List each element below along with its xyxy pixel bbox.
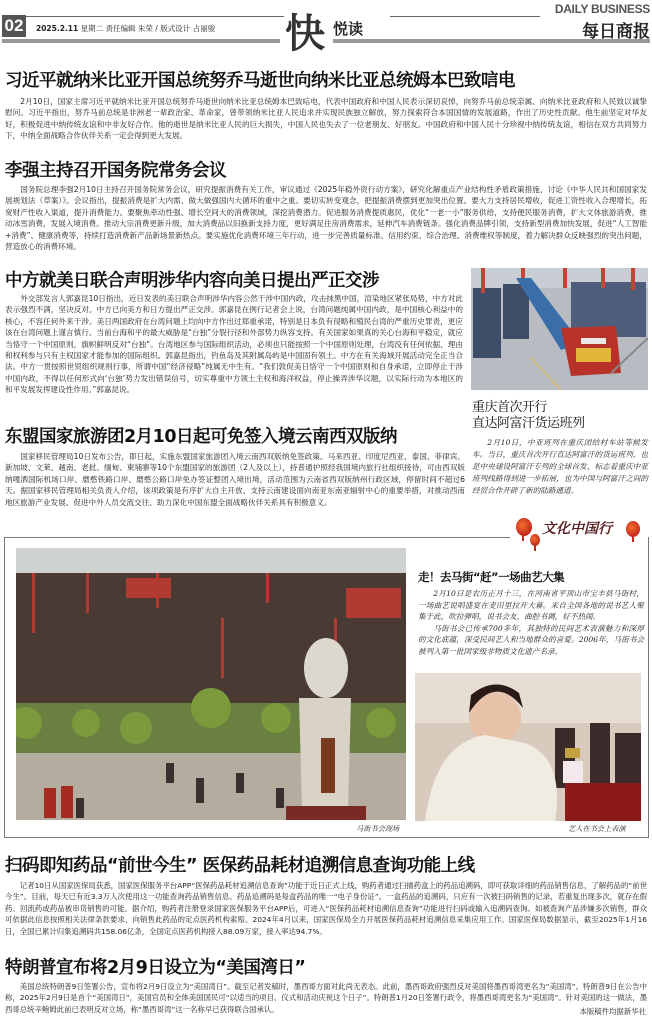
article-body: 2月10日，国家主席习近平就纳米比亚开国总统努乔马逝世向纳米比亚总统姆本巴致唁电，代表中国政府和中国人民表示深切哀悼，向努乔马前总统亲属、向纳米比亚政府和人民致以诚挚慰问。习近平指出，努乔马前总统是非洲老一辈政治家、革命家，曾带领纳米比亚人民追求并实现民族独立解放，努力探索符合本国国情的发展道路，作出了历史性贡献。他生前坚定对华友好，积极促进中纳传统友谊和中非友好合作。他的逝世是纳米比亚人民的巨大损失，中国人民也失去了一位老朋友、好朋友。中国政府和中国人民十分珍视中纳传统友谊，相信在双方共同努力下，中纳全面战略合作伙伴关系一定会得到更大发展。 [5,97,647,141]
paragraph: 2月10日，中亚班列在重庆团结村车站等候发车。当日，重庆首次开行直达阿富汗的货运班列，也是中央建设阿富汗专列的全球首发，标志着重庆中亚班列线路得到进一步拓展，也为中国与阿富汗之间的经贸合作开辟了新的陆路通道。 [472,438,648,495]
title-line: 直达阿富汗货运班列 [472,416,585,431]
feature-frame-top [4,537,510,538]
brand-english: DAILY BUSINESS [554,2,650,16]
article-body: 记者10日从国家医保局获悉，国家医保服务平台APP“医保药品耗材追溯信息查询”功能于近日正式上线，购药者通过扫描药盒上的药品追溯码，即可获取详细的药品销售信息，了解药品的“前世今生”。目前，每天已有近3.3万人次使用这一功能查询药品销售信息。药品追溯码是每盒药品的唯一“电子身份证”。一盒药品的追溯码，只应有一次被扫码销售的记录，若重复出现多次，就存在假药、回流药或药品被串货销售的可能。据介绍，购药者注册登录国家医保服务平台APP后，可进入“医保药品耗材追溯信息查询”功能进行扫码或输入追溯码查询。如被查询产品涉嫌多次销售，群众可依据此信息按照相关法律条款要求，向销售此药品的定点医药机构索赔。2024年4月以来，国家医保局全力开展医保药品耗材追溯信息采集应用工作。国家医保局数据显示，截至2025年1月16日，全国已累计归集追溯码共158.06亿条，全国定点医药机构接入88.09万家，接入率达94.7%。 [5,881,647,936]
source-credit: 本版稿件均据新华社 [573,1006,646,1017]
article-body: 美国总统特朗普9日签署公告，宣布将2月9日设立为“美国湾日”。截至记者发稿时，墨西哥方面对此尚无表态。此前，墨西哥政府强烈反对美国将墨西哥湾更名为“美国湾”。特朗普9日在公告中称，2025年2月9日是首个“美国湾日”，美国官员和全体美国国民可“以适当的项目、仪式和活动庆祝这个日子”。特朗普1月20日签署行政令，将墨西哥湾更名为“美国湾”。针对美国的这一做法，墨西哥总统辛鲍姆此前已表明反对立场，称“墨西哥湾”这一名称早已获得联合国承认。 [5,982,647,1014]
article-title: 习近平就纳米比亚开国总统努乔马逝世向纳米比亚总统姆本巴致唁电 [5,71,515,91]
article-body: 国务院总理李强2月10日主持召开国务院常务会议，研究提振消费有关工作，审议通过《2025年稳外资行动方案》，研究化解重点产业结构性矛盾政策措施，讨论《中华人民共和国国家发展规划法（草案）》。会议指出，提振消费是扩大内需、做大做强国内大循环的重中之重。要切实转变观念，把提振消费摆到更加突出位置。要大力支持居民增收，促进工资性收入合理增长，拓宽财产性收入渠道，提升消费能力。要聚焦牵动性强、增长空间大的消费领域，深挖消费潜力。促进服务消费提质惠民，优化“一老一小”服务供给，支持便民服务消费，扩大文体旅游消费，推动冰雪消费，发展入境消费。推动大宗消费更新升级，加大消费品以旧换新支持力度，更好满足住房消费需求，延伸汽车消费链条。强化消费品牌引领，支持新型消费加快发展，促进“人工智能+消费”、健康消费等，持续打造消费新产品新场景新热点。要实施优化消费环境三年行动，进一步完善质量标准、信用约束、综合治理、消费维权等制度，着力解决群众反映强烈的突出问题，营造放心的消费环境。 [5,185,647,252]
article-title: 走！去马街“赶”一场曲艺大集 [418,570,565,584]
article-body [472,437,648,497]
lantern-icon [516,518,532,536]
performer-photo [415,673,641,821]
article-title: 中方就美日联合声明涉华内容向美日提出严正交涉 [5,271,379,291]
issue-date: 2025.2.11 [36,24,79,33]
brand-chinese: 每日商报 [582,22,650,42]
editor-credit: 责任编辑 朱荣 / 版式设计 占丽骏 [105,24,216,33]
dateline [36,23,215,34]
weekday: 星期二 [80,24,104,33]
article-title: 特朗普宣布将2月9日设立为“美国湾日” [5,958,306,978]
festival-crowd-photo [16,548,406,820]
article-body: 国家移民管理局10日发布公告，即日起，实施东盟国家旅游团入境云南西双版纳免签政策。马来西亚、印度尼西亚、泰国、菲律宾、新加坡、文莱、越南、老挝、缅甸、柬埔寨等10个东盟国家的旅游团（2人及以上），持普通护照经我国境内旅行社组织接待，可由西双版纳嘎洒国际机场口岸、磨憨铁路口岸、磨憨公路口岸免办签证整团入境出境，活动范围为云南省西双版纳州行政区域，停留时间不超过6天。据国家移民管理局相关负责人介绍，该项政策是有序扩大自主开放、支持云南建设面向南亚东南亚辐射中心的重要举措，对推动西南地区旅游产业发展、促进中外人员交流交往、助力深化中国东盟全面战略伙伴关系具有积极意义。 [5,452,465,507]
paragraph: 马街书会已传承700多年，其独特的民间艺术表演魅力和深厚的文化底蕴，深受民间艺人和当地群众的喜爱。2006年，马街书会被列入第一批国家级非物质文化遗产名录。 [418,623,644,656]
article-title [472,400,585,432]
section-name: 悦读 [333,20,364,38]
article-body: 外交部发言人郭嘉昆10日指出，近日发表的美日联合声明涉华内容公然干涉中国内政，攻击抹黑中国，渲染地区紧张局势，中方对此表示强烈不满，坚决反对。中方已向美方和日方提出严正交涉。郭嘉昆在例行记者会上说，台湾问题纯属中国内政，是中国核心利益中的核心，不容任何外来干涉。美日两国政府在台湾问题上均向中方作出过郑重承诺，特别是日本负有侵略和殖民台湾的严重历史罪责，更应该在台湾问题上谨言慎行。当前台海和平的最大威胁是“台独”分裂行径和外部势力纵容支持。有关国家如果真的关心台海和平稳定，就应当恪守一个中国原则，旗帜鲜明反对“台独”。台湾地区参与国际组织活动，必须也只能按照一个中国原则处理，台湾没有任何依据、理由和权利参与只有主权国家才能参加的国际组织。郭嘉昆指出，钓鱼岛及其附属岛屿是中国固有领土。中方在有关海域开展活动完全正当合法。中方一贯按照世贸组织规则行事，所谓中国“经济侵略”纯属无中生有。“我们敦促美日恪守一个中国原则和自身承诺，立即停止干涉中国内政，不得以任何形式向‘台独’势力发出错误信号，切实尊重中方领土主权和海洋权益，停止操弄涉华议题，以实际行动为本地区的和平发展发挥建设性作用。”郭嘉昆说。 [5,294,463,395]
photo-caption: 马街书会现场 [356,824,400,833]
article-body [418,588,644,658]
header-bar-left [2,39,280,43]
title-line: 重庆首次开行 [472,400,548,415]
paragraph: 2月10日是农历正月十三，在河南省平顶山市宝丰县马街村，一场曲艺说唱盛宴在麦田里拉开大幕。来自全国各地的说书艺人聚集于此，吹拉弹唱，说书会友，曲腔书调，好不热闹。 [418,589,644,622]
lantern-icon [626,521,640,537]
article-title: 扫码即知药品“前世今生” 医保药品耗材追溯信息查询功能上线 [5,856,475,876]
article-title: 李强主持召开国务院常务会议 [5,161,226,181]
column-badge: 文化中国行 [542,521,612,537]
freight-train-photo [471,268,648,390]
section-logo-kuai: 快 [285,10,323,57]
lantern-icon [530,534,540,546]
page-number: 02 [2,15,26,37]
header-rule-right [390,16,540,17]
article-title: 东盟国家旅游团2月10日起可免签入境云南西双版纳 [5,427,398,447]
header-rule-left [26,16,284,17]
photo-caption: 艺人在书会上表演 [568,824,626,833]
